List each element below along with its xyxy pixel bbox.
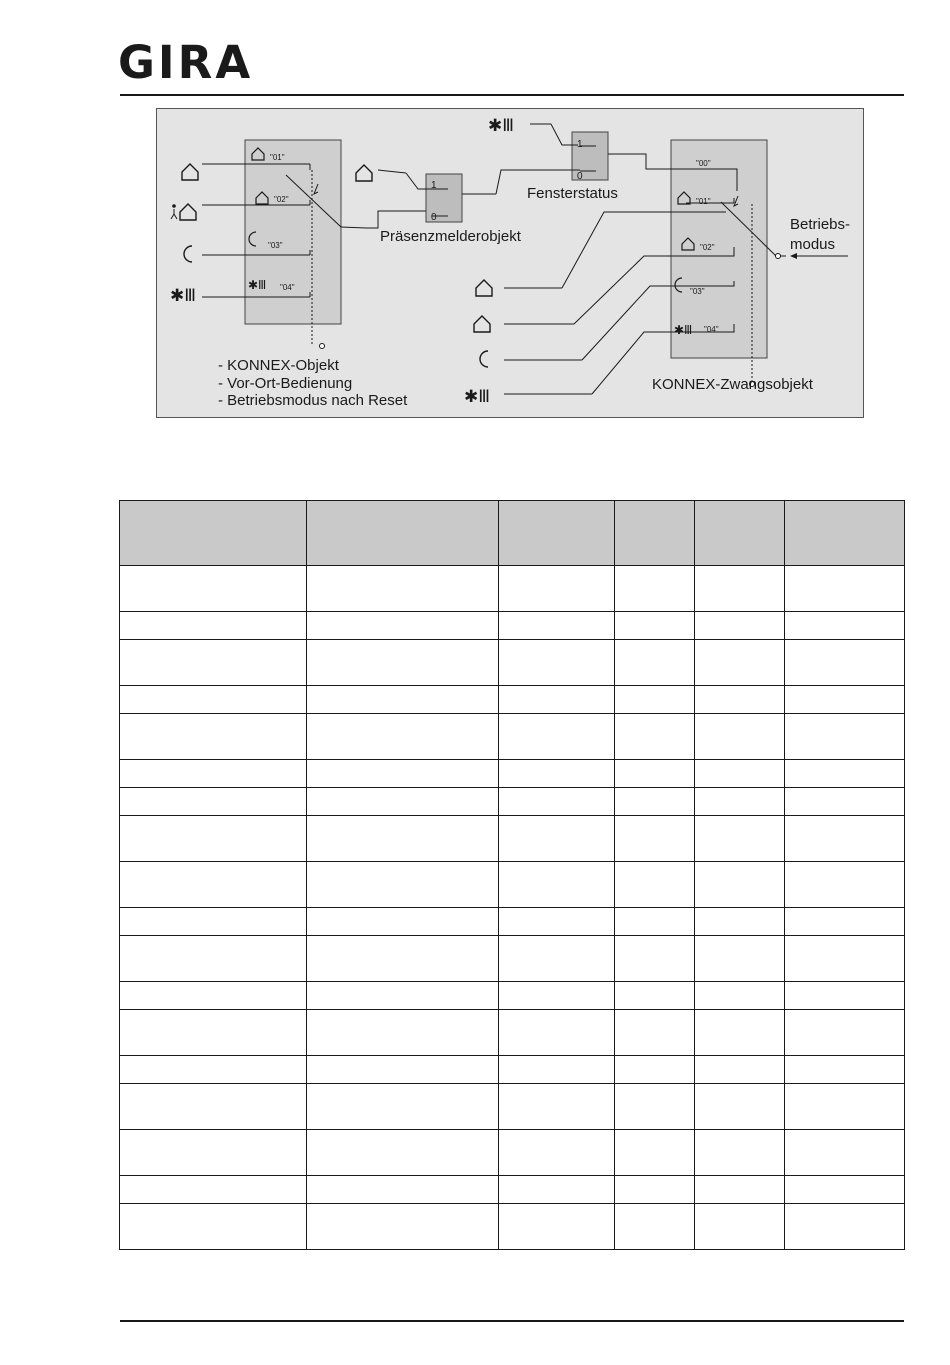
forced-frost-icon: ✱Ⅲ <box>674 323 693 337</box>
frost-protection-icon-2: ✱Ⅲ <box>464 387 490 407</box>
svg-text:✱Ⅲ: ✱Ⅲ <box>170 286 196 306</box>
gira-logo: GIRA <box>118 36 254 89</box>
table-cell <box>307 1204 499 1250</box>
table-cell <box>615 760 695 788</box>
legend-konnex-object: - KONNEX-Objekt <box>218 357 339 374</box>
table-cell <box>695 760 785 788</box>
table-cell <box>120 1056 307 1084</box>
table-header-cell <box>785 501 905 566</box>
frost-heat-protection-icon <box>170 286 196 306</box>
table-cell <box>785 1010 905 1056</box>
table-cell <box>695 788 785 816</box>
table-cell <box>120 686 307 714</box>
table-row <box>120 982 905 1010</box>
table-cell <box>695 982 785 1010</box>
table-cell <box>785 612 905 640</box>
table-cell <box>499 714 615 760</box>
code-left-04: "04" <box>280 283 295 292</box>
table-cell <box>785 816 905 862</box>
table-row <box>120 908 905 936</box>
table-cell <box>499 1084 615 1130</box>
table-cell <box>615 1130 695 1176</box>
operating-mode-label-1: Betriebs- <box>790 216 851 233</box>
table-cell <box>785 760 905 788</box>
table-cell <box>307 760 499 788</box>
table-cell <box>120 612 307 640</box>
table-cell <box>307 1084 499 1130</box>
code-right-02: "02" <box>700 243 715 252</box>
table-cell <box>307 1176 499 1204</box>
table-cell <box>785 1056 905 1084</box>
forced-object-label: KONNEX-Zwangsobjekt <box>652 376 813 393</box>
legend-mode-after-reset: - Betriebsmodus nach Reset <box>218 392 408 409</box>
table-row <box>120 1010 905 1056</box>
table-cell <box>120 788 307 816</box>
table-cell <box>307 908 499 936</box>
presence-object-label: Präsenzmelderobjekt <box>380 228 521 245</box>
table-row <box>120 566 905 612</box>
table-cell <box>615 566 695 612</box>
table-row <box>120 1084 905 1130</box>
table-cell <box>695 1204 785 1250</box>
table-row <box>120 612 905 640</box>
code-right-03: "03" <box>690 287 705 296</box>
window-value-0: 0 <box>577 171 583 182</box>
table-cell <box>120 566 307 612</box>
table-cell <box>695 566 785 612</box>
table-cell <box>785 982 905 1010</box>
table-cell <box>499 1010 615 1056</box>
table-cell <box>307 612 499 640</box>
table-row <box>120 714 905 760</box>
table-cell <box>695 612 785 640</box>
table-cell <box>499 908 615 936</box>
table-row <box>120 686 905 714</box>
footer-rule <box>120 1320 904 1322</box>
table-cell <box>499 1130 615 1176</box>
legend-local-operation: - Vor-Ort-Bedienung <box>218 375 353 392</box>
table-cell <box>499 1176 615 1204</box>
table-header-row <box>120 501 905 566</box>
table-cell <box>695 1010 785 1056</box>
table-cell <box>615 936 695 982</box>
table-row <box>120 1056 905 1084</box>
header-rule <box>120 94 904 96</box>
table-cell <box>695 862 785 908</box>
table-row <box>120 788 905 816</box>
table-cell <box>307 714 499 760</box>
table-cell <box>307 1130 499 1176</box>
table-cell <box>499 1204 615 1250</box>
window-status-label: Fensterstatus <box>527 185 618 202</box>
table-cell <box>120 862 307 908</box>
table-cell <box>785 566 905 612</box>
table-header-cell <box>499 501 615 566</box>
table-cell <box>120 936 307 982</box>
table-cell <box>307 862 499 908</box>
table-cell <box>307 686 499 714</box>
table-cell <box>615 862 695 908</box>
table-cell <box>615 686 695 714</box>
table-cell <box>499 612 615 640</box>
operating-mode-diagram <box>156 108 864 418</box>
table-row <box>120 1204 905 1250</box>
table-cell <box>307 1056 499 1084</box>
table-row <box>120 1176 905 1204</box>
table-cell <box>120 760 307 788</box>
table-row <box>120 1130 905 1176</box>
code-right-04: "04" <box>704 325 719 334</box>
table-cell <box>695 816 785 862</box>
table-cell <box>785 936 905 982</box>
table-cell <box>615 640 695 686</box>
table-cell <box>785 788 905 816</box>
table-cell <box>785 640 905 686</box>
table-header-cell <box>307 501 499 566</box>
table-cell <box>785 1204 905 1250</box>
table-row <box>120 816 905 862</box>
table-cell <box>120 1176 307 1204</box>
table-cell <box>499 788 615 816</box>
table-cell <box>695 936 785 982</box>
table-header-cell <box>615 501 695 566</box>
table-cell <box>695 1130 785 1176</box>
table-cell <box>615 1084 695 1130</box>
table-cell <box>785 1176 905 1204</box>
table-cell <box>615 908 695 936</box>
code-left-01: "01" <box>270 153 285 162</box>
table-cell <box>695 1084 785 1130</box>
table-cell <box>307 566 499 612</box>
table-cell <box>785 686 905 714</box>
table-cell <box>499 816 615 862</box>
table-cell <box>615 612 695 640</box>
table-cell <box>785 908 905 936</box>
code-left-02: "02" <box>274 195 289 204</box>
table-cell <box>120 908 307 936</box>
table-cell <box>695 714 785 760</box>
operating-mode-label-2: modus <box>790 236 836 253</box>
table-cell <box>120 982 307 1010</box>
table-cell <box>695 908 785 936</box>
block-frost-icon: ✱Ⅲ <box>248 278 267 292</box>
window-value-1: 1 <box>577 139 583 150</box>
table-cell <box>307 788 499 816</box>
table-cell <box>120 714 307 760</box>
code-right-00: "00" <box>696 159 711 168</box>
table-cell <box>785 1130 905 1176</box>
table-row <box>120 936 905 982</box>
table-cell <box>695 686 785 714</box>
presence-value-0: 0 <box>431 212 437 223</box>
table-cell <box>120 816 307 862</box>
table-cell <box>615 788 695 816</box>
table-cell <box>499 640 615 686</box>
code-right-01: "01" <box>696 197 711 206</box>
table-cell <box>307 640 499 686</box>
table-cell <box>499 1056 615 1084</box>
presence-value-1: 1 <box>431 180 437 191</box>
table-cell <box>120 1010 307 1056</box>
table-header-cell <box>695 501 785 566</box>
table-cell <box>120 1204 307 1250</box>
table-cell <box>615 1010 695 1056</box>
table-cell <box>615 982 695 1010</box>
table-cell <box>307 982 499 1010</box>
window-frost-icon: ✱Ⅲ <box>488 116 514 136</box>
table-cell <box>499 686 615 714</box>
table-cell <box>695 1056 785 1084</box>
table-cell <box>499 936 615 982</box>
table-cell <box>615 714 695 760</box>
table-cell <box>785 862 905 908</box>
table-cell <box>307 1010 499 1056</box>
table-header-cell <box>120 501 307 566</box>
object-table <box>119 500 905 1250</box>
code-left-03: "03" <box>268 241 283 250</box>
table-cell <box>499 862 615 908</box>
table-cell <box>615 1056 695 1084</box>
table-cell <box>695 1176 785 1204</box>
table-row <box>120 640 905 686</box>
table-cell <box>785 714 905 760</box>
table-row <box>120 760 905 788</box>
table-cell <box>499 760 615 788</box>
table-cell <box>307 936 499 982</box>
table-cell <box>615 816 695 862</box>
table-cell <box>307 816 499 862</box>
table-cell <box>499 566 615 612</box>
table-cell <box>120 1130 307 1176</box>
table-cell <box>695 640 785 686</box>
table-cell <box>615 1176 695 1204</box>
table-cell <box>120 1084 307 1130</box>
table-cell <box>499 982 615 1010</box>
table-cell <box>785 1084 905 1130</box>
table-cell <box>120 640 307 686</box>
table-cell <box>615 1204 695 1250</box>
table-body <box>120 566 905 1250</box>
table-row <box>120 862 905 908</box>
